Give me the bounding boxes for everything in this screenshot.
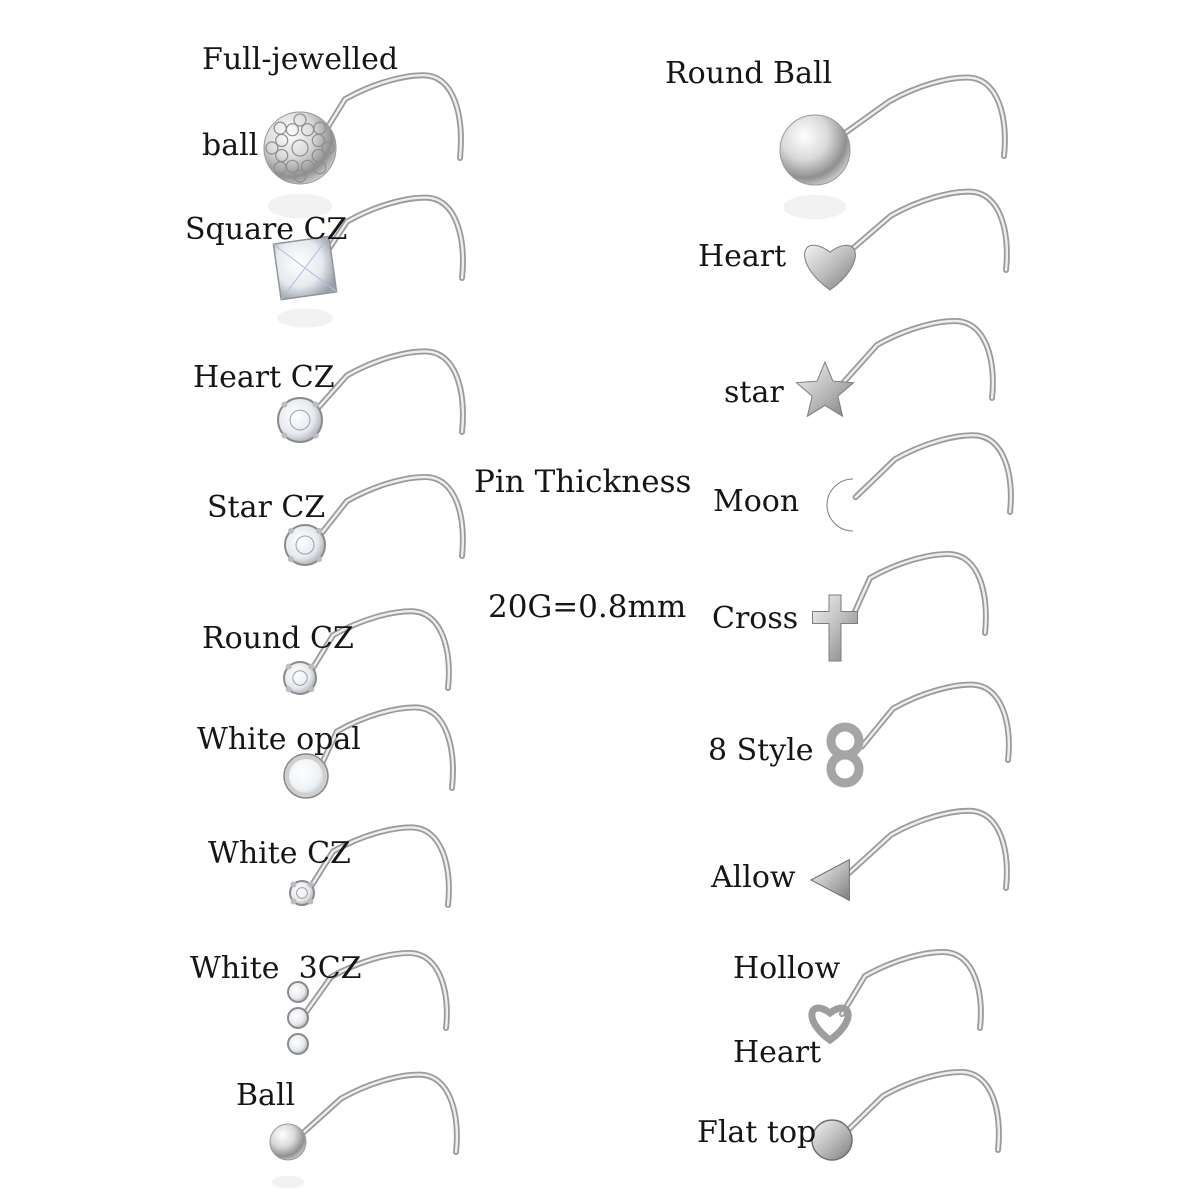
label-heart-cz: Heart CZ	[193, 360, 335, 395]
label-hollow-heart: Heart	[733, 1035, 822, 1070]
reflection	[784, 195, 847, 220]
label-full-jewelled: Full-jewelled	[202, 42, 399, 77]
screw-wire	[849, 811, 1006, 888]
label-white-3cz: White 3CZ	[190, 951, 362, 986]
label-flat-top: Flat top	[697, 1115, 817, 1150]
prong	[281, 401, 287, 407]
label-square-cz: Square CZ	[185, 212, 348, 247]
screw-wire	[842, 952, 981, 1028]
moon-icon	[827, 479, 853, 531]
screw-wire-highlight	[842, 952, 981, 1028]
triple-gem-icon	[288, 1034, 308, 1054]
label-allow: Allow	[711, 860, 796, 895]
screw-wire-highlight	[317, 477, 463, 556]
screw-wire	[836, 78, 1005, 157]
reflection	[272, 1176, 304, 1189]
label-white-cz: White CZ	[208, 836, 351, 871]
label-round-cz: Round CZ	[202, 621, 354, 656]
screw-wire-highlight	[856, 435, 1011, 512]
prong	[308, 686, 314, 692]
label-star-cz: Star CZ	[207, 490, 326, 525]
pin-thickness-label: Pin Thickness	[474, 464, 692, 500]
screw-wire-highlight	[322, 75, 461, 158]
prong	[313, 433, 319, 439]
label-8-style: 8 Style	[708, 733, 814, 768]
prong	[288, 556, 294, 562]
star-icon	[796, 362, 853, 416]
screw-wire-highlight	[844, 1072, 999, 1150]
label-star: star	[724, 375, 784, 410]
label-full-jewelled-ball: ball	[202, 128, 259, 163]
label-hollow: Hollow	[733, 951, 841, 986]
label-moon: Moon	[713, 484, 800, 519]
reflection	[277, 308, 333, 328]
label-white-opal: White opal	[197, 722, 361, 757]
opal-stone	[289, 759, 323, 793]
pave-ball-icon	[264, 112, 336, 184]
screw-wire	[317, 477, 463, 556]
prong	[307, 898, 313, 904]
prong	[288, 528, 294, 534]
screw-wire	[853, 554, 986, 633]
label-heart: Heart	[698, 239, 787, 274]
disc-icon	[812, 1120, 852, 1160]
prong	[281, 433, 287, 439]
prong	[308, 664, 314, 670]
triple-gem-icon	[288, 1008, 308, 1028]
screw-wire-highlight	[843, 321, 993, 398]
screw-wire	[299, 1075, 457, 1152]
heart-icon	[805, 245, 856, 290]
screw-wire	[847, 192, 1007, 270]
prong	[291, 882, 297, 888]
screw-wire	[322, 75, 461, 158]
screw-wire	[862, 685, 1009, 760]
screw-wire-highlight	[853, 554, 986, 633]
label-cross: Cross	[712, 601, 799, 636]
gauge-value: 20G=0.8mm	[488, 589, 687, 625]
prong	[316, 556, 322, 562]
prong	[313, 401, 319, 407]
infinity-loop	[831, 755, 859, 783]
cross-icon	[813, 595, 858, 661]
small-ball-icon	[270, 1124, 306, 1160]
screw-wire	[313, 351, 463, 432]
prong	[291, 898, 297, 904]
prong	[316, 528, 322, 534]
prong	[307, 882, 313, 888]
cone-icon	[811, 860, 849, 901]
prong	[286, 686, 292, 692]
label-round-ball: Round Ball	[665, 56, 833, 91]
label-ball: Ball	[236, 1078, 296, 1113]
prong	[286, 664, 292, 670]
big-ball-icon	[780, 115, 850, 185]
